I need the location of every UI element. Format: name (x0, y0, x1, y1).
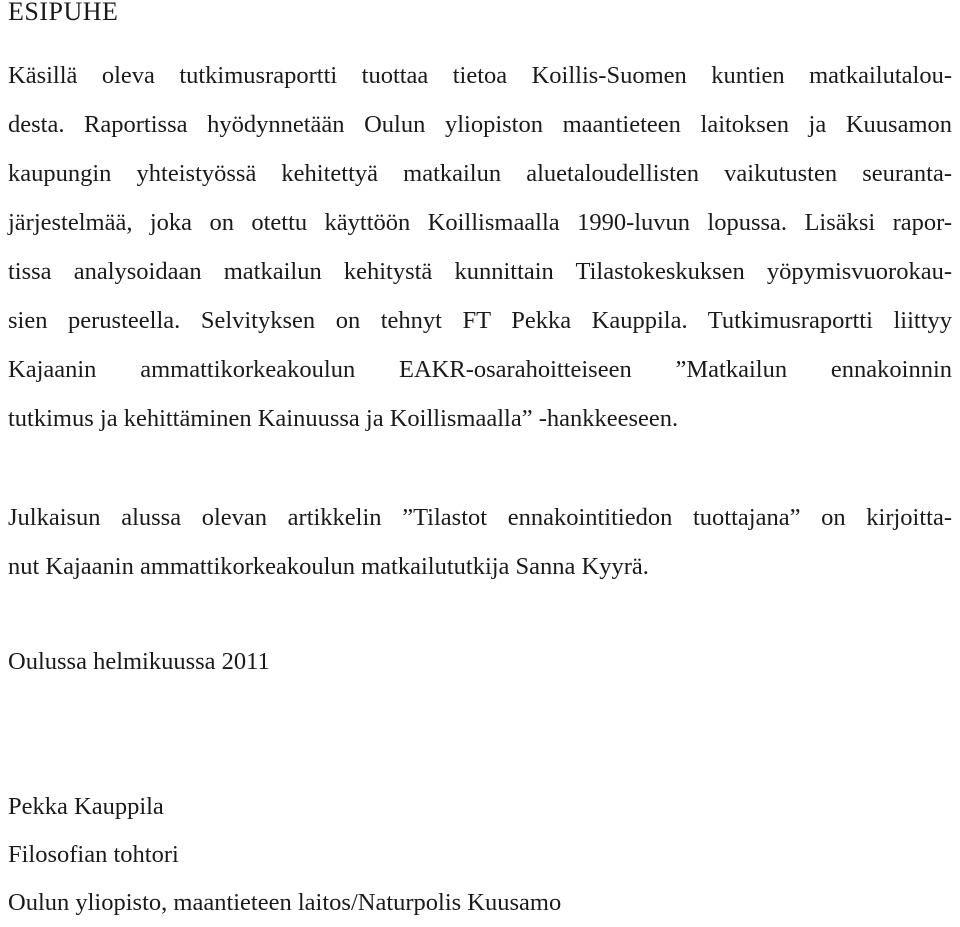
text-line: kaupungin yhteistyössä kehitettyä matkailun aluetaloudellisten vaikutusten seuranta- (8, 160, 952, 187)
text-line: Käsillä oleva tutkimusraportti tuottaa tietoa Koillis-Suomen kuntien matkailutalou- (8, 62, 952, 89)
text-line: tutkimus ja kehittäminen Kainuussa ja Koillismaalla” -hankkeeseen. (8, 405, 679, 432)
text-line: nut Kajaanin ammattikorkeakoulun matkailututkija Sanna Kyyrä. (8, 553, 649, 580)
text-line: desta. Raportissa hyödynnetään Oulun yliopiston maantieteen laitoksen ja Kuusamon (8, 111, 952, 138)
paragraph-article-note (8, 493, 952, 591)
signature-title: Filosofian tohtori (8, 841, 179, 868)
place-date-text: Oulussa helmikuussa 2011 (8, 648, 270, 675)
signature-name: Pekka Kauppila (8, 793, 164, 820)
text-line: Julkaisun alussa olevan artikkelin ”Tilastot ennakointitiedon tuottajana” on kirjoitta- (8, 504, 952, 531)
signature-block (8, 783, 952, 927)
text-line: sien perusteella. Selvityksen on tehnyt FT Pekka Kauppila. Tutkimusraportti liittyy (8, 307, 952, 334)
text-line: järjestelmää, joka on otettu käyttöön Koillismaalla 1990-luvun lopussa. Lisäksi rapor- (8, 209, 952, 236)
signature-affiliation: Oulun yliopisto, maantieteen laitos/Naturpolis Kuusamo (8, 889, 562, 916)
place-date (8, 637, 952, 686)
paragraph-intro (8, 51, 952, 443)
text-line: Kajaanin ammattikorkeakoulun EAKR-osarahoitteiseen ”Matkailun ennakoinnin (8, 356, 952, 383)
text-line: tissa analysoidaan matkailun kehitystä kunnittain Tilastokeskuksen yöpymisvuorokau- (8, 258, 952, 285)
page-title: ESIPUHE (8, 0, 119, 26)
